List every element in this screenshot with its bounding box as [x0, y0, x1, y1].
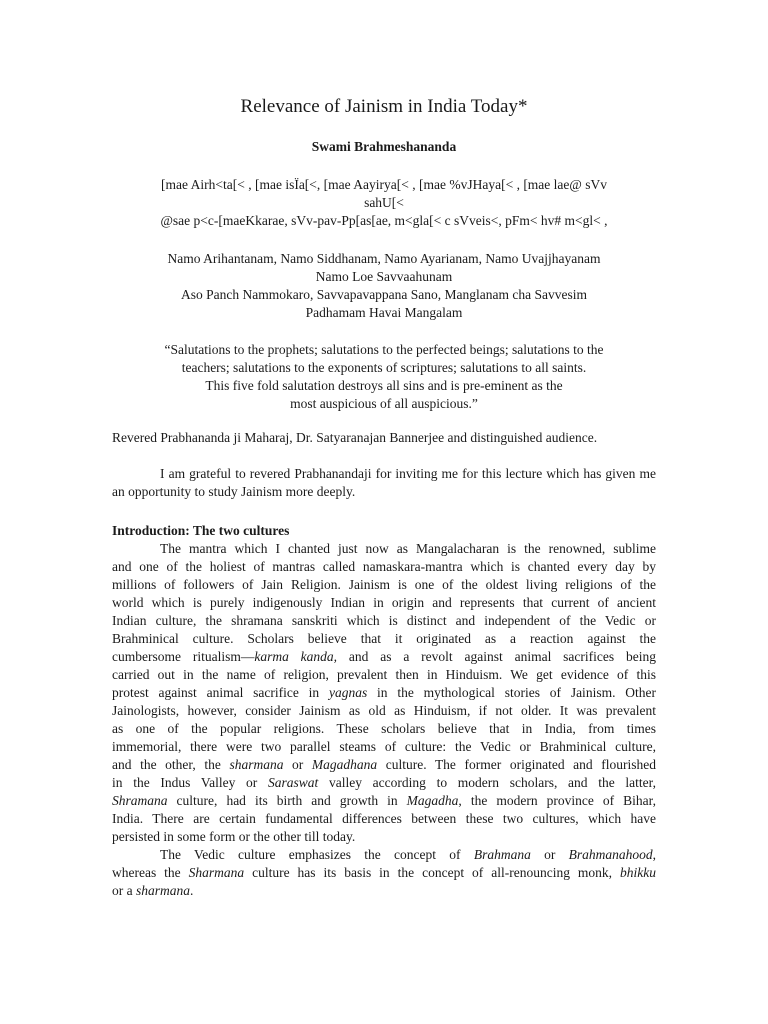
emphasis-magadhana: Magadhana: [311, 757, 378, 772]
mantra-roman-line: Aso Panch Nammokaro, Savvapavappana Sano, Manglanam cha Savvesim: [180, 287, 588, 302]
emphasis-sharmana: Sharmana: [188, 865, 245, 880]
mantra-roman-line: Namo Loe Savvaahunam: [315, 269, 453, 284]
emphasis-brahmanahood: Brahmanahood: [568, 847, 653, 862]
body-line: as one of the popular religions. These scholars believe that in India, from times: [112, 721, 656, 736]
body-text-run: or: [283, 757, 312, 772]
body-line: [112, 882, 656, 900]
body-line: Brahminical culture. Scholars believe that it originated as a reaction against the: [112, 631, 656, 646]
mantra-garbled-line: sahU[<: [364, 195, 404, 210]
body-text-run: The Vedic culture emphasizes the concept of: [160, 847, 474, 862]
body-line: persisted in some form or the other till today.: [112, 829, 356, 844]
emphasis-sharmana: sharmana: [136, 883, 191, 898]
section-heading: Introduction: The two cultures: [112, 523, 290, 538]
body-line: immemorial, there were two parallel steams of culture: the Vedic or Brahminical culture,: [112, 739, 656, 754]
mantra-garbled-line: @sae p<c-[maeKkarae, sVv-pav-Pp[as[ae, m<gla[< c sVveis<, pFm< hv# m<gl< ,: [160, 213, 608, 228]
emphasis-sharmana: sharmana: [229, 757, 284, 772]
mantra-transliteration: [112, 250, 656, 322]
body-text-run: and the other, the: [112, 757, 230, 772]
body-text-run: , the modern province of Bihar,: [458, 793, 656, 808]
mantra-roman-line: Padhamam Havai Mangalam: [305, 305, 463, 320]
body-line: carried out in the name of religion, prevalent then in Hinduism. We get evidence of this: [112, 667, 656, 682]
body-line: [112, 846, 656, 864]
body-text-run: culture. The former originated and flourished: [377, 757, 656, 772]
body-line: and one of the holiest of mantras called namaskara-mantra which is chanted every day by: [112, 559, 656, 574]
introduction-body: [112, 540, 656, 900]
body-text-run: in the Indus Valley or: [112, 775, 268, 790]
emphasis-bhikku: bhikku: [620, 865, 656, 880]
author-name: Swami Brahmeshananda: [311, 139, 457, 154]
body-text-run: or: [530, 847, 569, 862]
emphasis-shramana: Shramana: [112, 793, 168, 808]
quote-line: most auspicious of all auspicious.”: [290, 396, 478, 411]
emphasis-saraswat: Saraswat: [268, 775, 319, 790]
emphasis-brahmana: Brahmana: [473, 847, 531, 862]
mantra-garbled-script: [112, 176, 656, 230]
body-line: [112, 774, 656, 792]
mantra-translation-quote: [112, 341, 656, 413]
emphasis-karma-kanda: karma kanda,: [254, 649, 338, 664]
body-text-run: culture, had its birth and growth in: [167, 793, 407, 808]
body-text-run: .: [190, 883, 194, 898]
body-text-run: in the mythological stories of Jainism. Other: [367, 685, 656, 700]
quote-line: teachers; salutations to the exponents of scriptures; salutations to all saints.: [181, 360, 587, 375]
body-line: world which is purely indigenously Indian in origin and represents that current of ancient: [112, 595, 656, 610]
mantra-roman-line: Namo Arihantanam, Namo Siddhanam, Namo Ayarianam, Namo Uvajjhayanam: [167, 251, 601, 266]
body-text-run: valley according to modern scholars, and the latter,: [318, 775, 656, 790]
body-line: [112, 792, 656, 810]
emphasis-yagnas: yagnas: [328, 685, 368, 700]
body-line: Indian culture, the shramana sanskriti which is distinct and independent of the Vedic or: [112, 613, 656, 628]
body-text-run: ,: [652, 847, 656, 862]
body-line: India. There are certain fundamental differences between these two cultures, which have: [112, 811, 656, 826]
body-line: [112, 648, 656, 666]
gratitude-paragraph: I am grateful to revered Prabhanandaji for inviting me for this lecture which has given me an opportunity to study Jainism more deeply.: [112, 466, 656, 499]
quote-line: “Salutations to the prophets; salutations to the perfected beings; salutations to the: [164, 342, 604, 357]
body-text-run: protest against animal sacrifice in: [112, 685, 329, 700]
body-line: The mantra which I chanted just now as Mangalacharan is the renowned, sublime: [160, 541, 656, 556]
body-text-run: culture has its basis in the concept of all-renouncing monk,: [244, 865, 620, 880]
quote-line: This five fold salutation destroys all sins and is pre-eminent as the: [205, 378, 563, 393]
body-line: [112, 684, 656, 702]
emphasis-magadha: Magadha: [406, 793, 459, 808]
body-line: Jainologists, however, consider Jainism as old as Hinduism, if not older. It was prevalent: [112, 703, 656, 718]
body-line: [112, 864, 656, 882]
body-text-run: and as a revolt against animal sacrifices being: [337, 649, 656, 664]
mantra-garbled-line: [mae Airh<ta[< , [mae isÏa[<, [mae Aayirya[< , [mae %vJHaya[< , [mae lae@ sVv: [161, 177, 607, 192]
document-title: Relevance of Jainism in India Today*: [240, 96, 528, 117]
greeting-paragraph: Revered Prabhananda ji Maharaj, Dr. Satyaranajan Bannerjee and distinguished audience.: [112, 430, 598, 445]
body-line: [112, 756, 656, 774]
body-text-run: whereas the: [112, 865, 189, 880]
body-line: millions of followers of Jain Religion. Jainism is one of the oldest living religions of the: [112, 577, 656, 592]
body-text-run: cumbersome ritualism—: [112, 649, 255, 664]
body-text-run: or a: [112, 883, 136, 898]
